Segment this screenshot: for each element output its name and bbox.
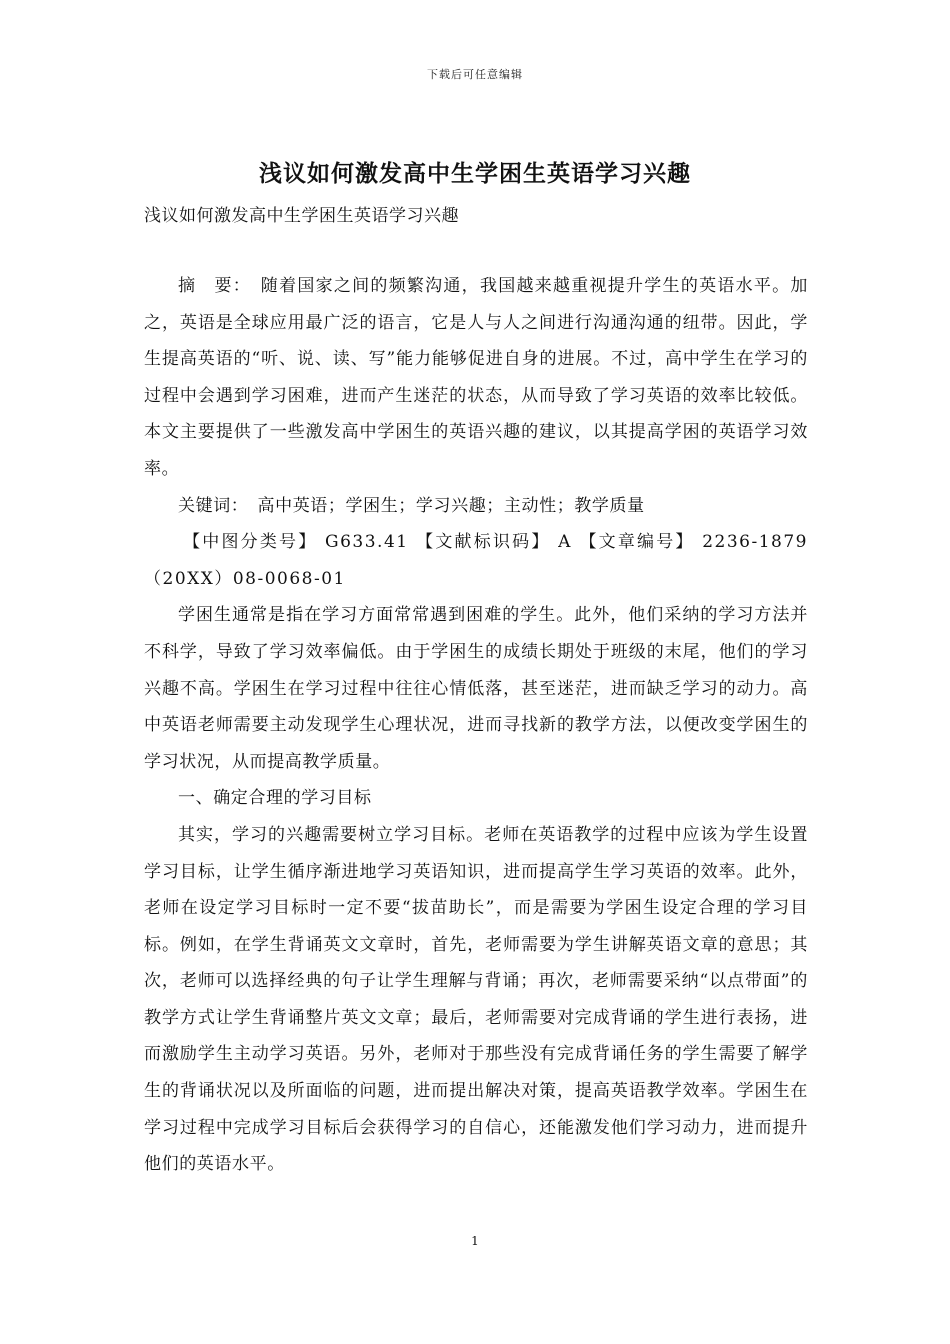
page-number: 1 (471, 1234, 479, 1248)
classification-line: 【中图分类号】 G633.41 【文献标识码】 A 【文章编号】 2236-1879（20XX）08-0068-01 (144, 532, 808, 589)
intro-paragraph: 学困生通常是指在学习方面常常遇到困难的学生。此外，他们采纳的学习方法并不科学，导致了学习效率偏低。由于学困生的成绩长期处于班级的末尾，他们的学习兴趣不高。学困生在学习过程中往往心情低落，甚至迷茫，进而缺乏学习的动力。高中英语老师需要主动发现学生心理状况，进而寻找新的教学方法，以便改变学困生的学习状况，从而提高教学质量。 (144, 605, 808, 772)
document-title: 浅议如何激发高中生学困生英语学习兴趣 (259, 160, 691, 187)
document-subtitle: 浅议如何激发高中生学困生英语学习兴趣 (144, 206, 459, 226)
abstract-label: 摘 要： (178, 276, 243, 296)
document-body (144, 268, 808, 1183)
keywords-paragraph (144, 488, 808, 525)
keywords-label: 关键词： (178, 495, 240, 516)
keywords-text: 高中英语；学困生；学习兴趣；主动性；教学质量 (239, 495, 645, 516)
section-heading: 一、确定合理的学习目标 (178, 788, 372, 809)
abstract-paragraph (144, 268, 808, 488)
header-note: 下载后可任意编辑 (427, 68, 523, 81)
abstract-text: 随着国家之间的频繁沟通，我国越来越重视提升学生的英语水平。加之，英语是全球应用最广泛的语言，它是人与人之间进行沟通沟通的纽带。因此，学生提高英语的“听、说、读、写”能力能够促进自身的进展。不过，高中学生在学习的过程中会遇到学习困难，进而产生迷茫的状态，从而导致了学习英语的效率比较低。本文主要提供了一些激发高中学困生的英语兴趣的建议，以其提高学困的英语学习效率。 (144, 276, 808, 479)
section-paragraph: 其实，学习的兴趣需要树立学习目标。老师在英语教学的过程中应该为学生设置学习目标，让学生循序渐进地学习英语知识，进而提高学生学习英语的效率。此外，老师在设定学习目标时一定不要“拔苗助长”，而是需要为学困生设定合理的学习目标。例如，在学生背诵英文文章时，首先，老师需要为学生讲解英语文章的意思；其次，老师可以选择经典的句子让学生理解与背诵；再次，老师需要采纳“以点带面”的教学方式让学生背诵整片英文文章；最后，老师需要对完成背诵的学生进行表扬，进而激励学生主动学习英语。另外，老师对于那些没有完成背诵任务的学生需要了解学生的背诵状况以及所面临的问题，进而提出解决对策，提高英语教学效率。学困生在学习过程中完成学习目标后会获得学习的自信心，还能激发他们学习动力，进而提升他们的英语水平。 (144, 824, 808, 1175)
